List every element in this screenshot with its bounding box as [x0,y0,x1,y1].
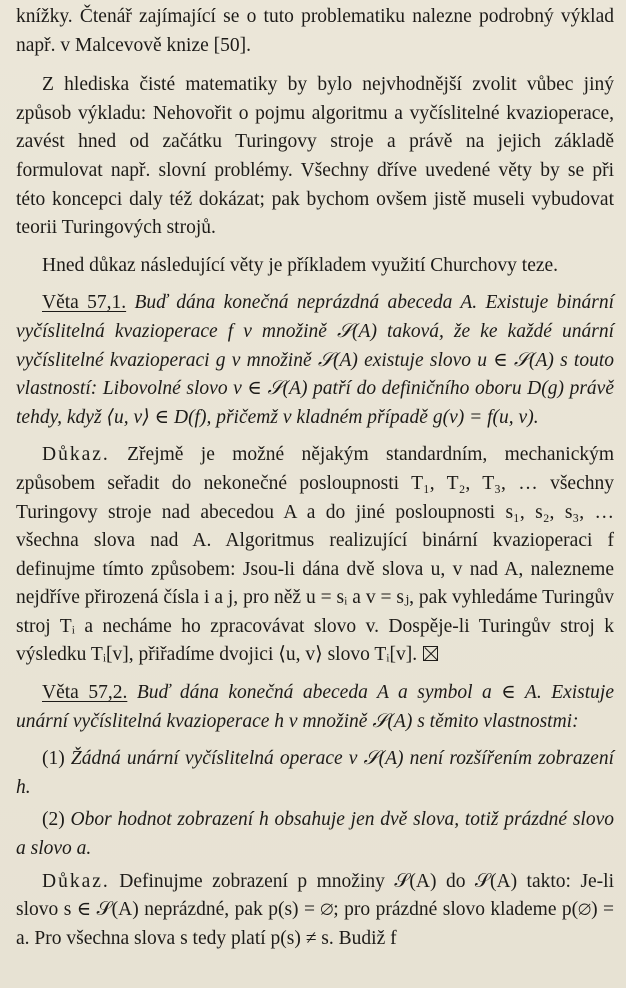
theorem-57-1 [16,289,614,432]
item-1-text: Žádná unární vyčíslitelná operace v 𝒮(A) není rozšířením zobrazení h. [16,748,615,798]
paragraph-church-thesis: Hned důkaz následující věty je příkladem využití Churchovy teze. [42,254,559,276]
item-2-text: Obor hodnot zobrazení h obsahuje jen dvě slova, totiž prázdné slovo a slovo a. [16,809,615,860]
boxed-x-qed-icon [423,646,438,661]
theorem-57-2 [16,679,614,736]
proof-57-2-text: Definujme zobrazení p množiny 𝒮(A) do 𝒮(A) takto: Je-li slovo s ∈ 𝒮(A) neprázdné, pak p(s) = ∅; pro prázdné slovo klademe p(∅) = a. Pro všechna slova s tedy platí p(s) ≠ s. Budiž f [16,870,615,949]
theorem-57-2-item-1 [16,745,614,802]
paragraph-pure-mathematics: Z hlediska čisté matematiky by bylo nejvhodnější zvolit vůbec jiný způsob výkladu: Nehovořit o pojmu algoritmu a vyčíslitelné kvazioperace, zavést hned od začátku Turingovy stroje a právě na jejich základě formulovat např. slovní problémy. Všechny dříve uvedené věty by se při této koncepci daly též dokázat; pak bychom ovšem jistě museli vybudovat teorii Turingových strojů. [16,74,614,239]
item-1-number: (1) [42,748,65,770]
theorem-57-2-statement: Buď dána konečná abeceda A a symbol a ∈ A. Existuje unární vyčíslitelná kvazioperace h v množině 𝒮(A) s těmito vlastnostmi: [16,682,615,732]
theorem-57-2-item-2 [16,806,614,863]
proof-57-1 [16,441,614,670]
proof-57-1-label: Důkaz. [42,444,110,466]
theorem-57-2-label: Věta 57,2. [42,682,128,704]
proof-57-2 [16,868,614,954]
paragraph-intro-continuation: knížky. Čtenář zajímající se o tuto problematiku nalezne podrobný výklad např. v Malcevově knize [50]. [16,6,614,56]
theorem-57-1-statement: Buď dána konečná neprázdná abeceda A. Existuje binární vyčíslitelná kvazioperace f v množině 𝒮(A) taková, že ke každé unární vyčíslitelné kvazioperaci g v množině 𝒮(A) existuje slovo u ∈ 𝒮(A) s touto vlastností: Libovolné slovo v ∈ 𝒮(A) patří do definičního oboru D(g) právě tehdy, když ⟨u, v⟩ ∈ D(f), přičemž v kladném případě g(v) = f(u, v). [16,292,615,428]
proof-57-2-label: Důkaz. [42,870,110,892]
item-2-number: (2) [42,809,65,831]
theorem-57-1-label: Věta 57,1. [42,292,127,314]
proof-57-1-text: Zřejmě je možné nějakým standardním, mechanickým způsobem seřadit do nekonečné posloupnosti T₁, T₂, T₃, … všechny Turingovy stroje nad abecedou A a do jiné posloupnosti s₁, s₂, s₃, … všechna slova nad A. Algoritmus realizující binární kvazioperaci f definujme tímto způsobem: Jsou-li dána dvě slova u, v nad A, nalezneme nejdříve přirozená čísla i a j, pro něž u = sᵢ a v = sⱼ, pak vyhledáme Turingův stroj Tᵢ a necháme ho zpracovávat slovo v. Dospěje-li Turingův stroj k výsledku Tᵢ[v], přiřadíme dvojici ⟨u, v⟩ slovo Tᵢ[v]. [16,444,615,666]
